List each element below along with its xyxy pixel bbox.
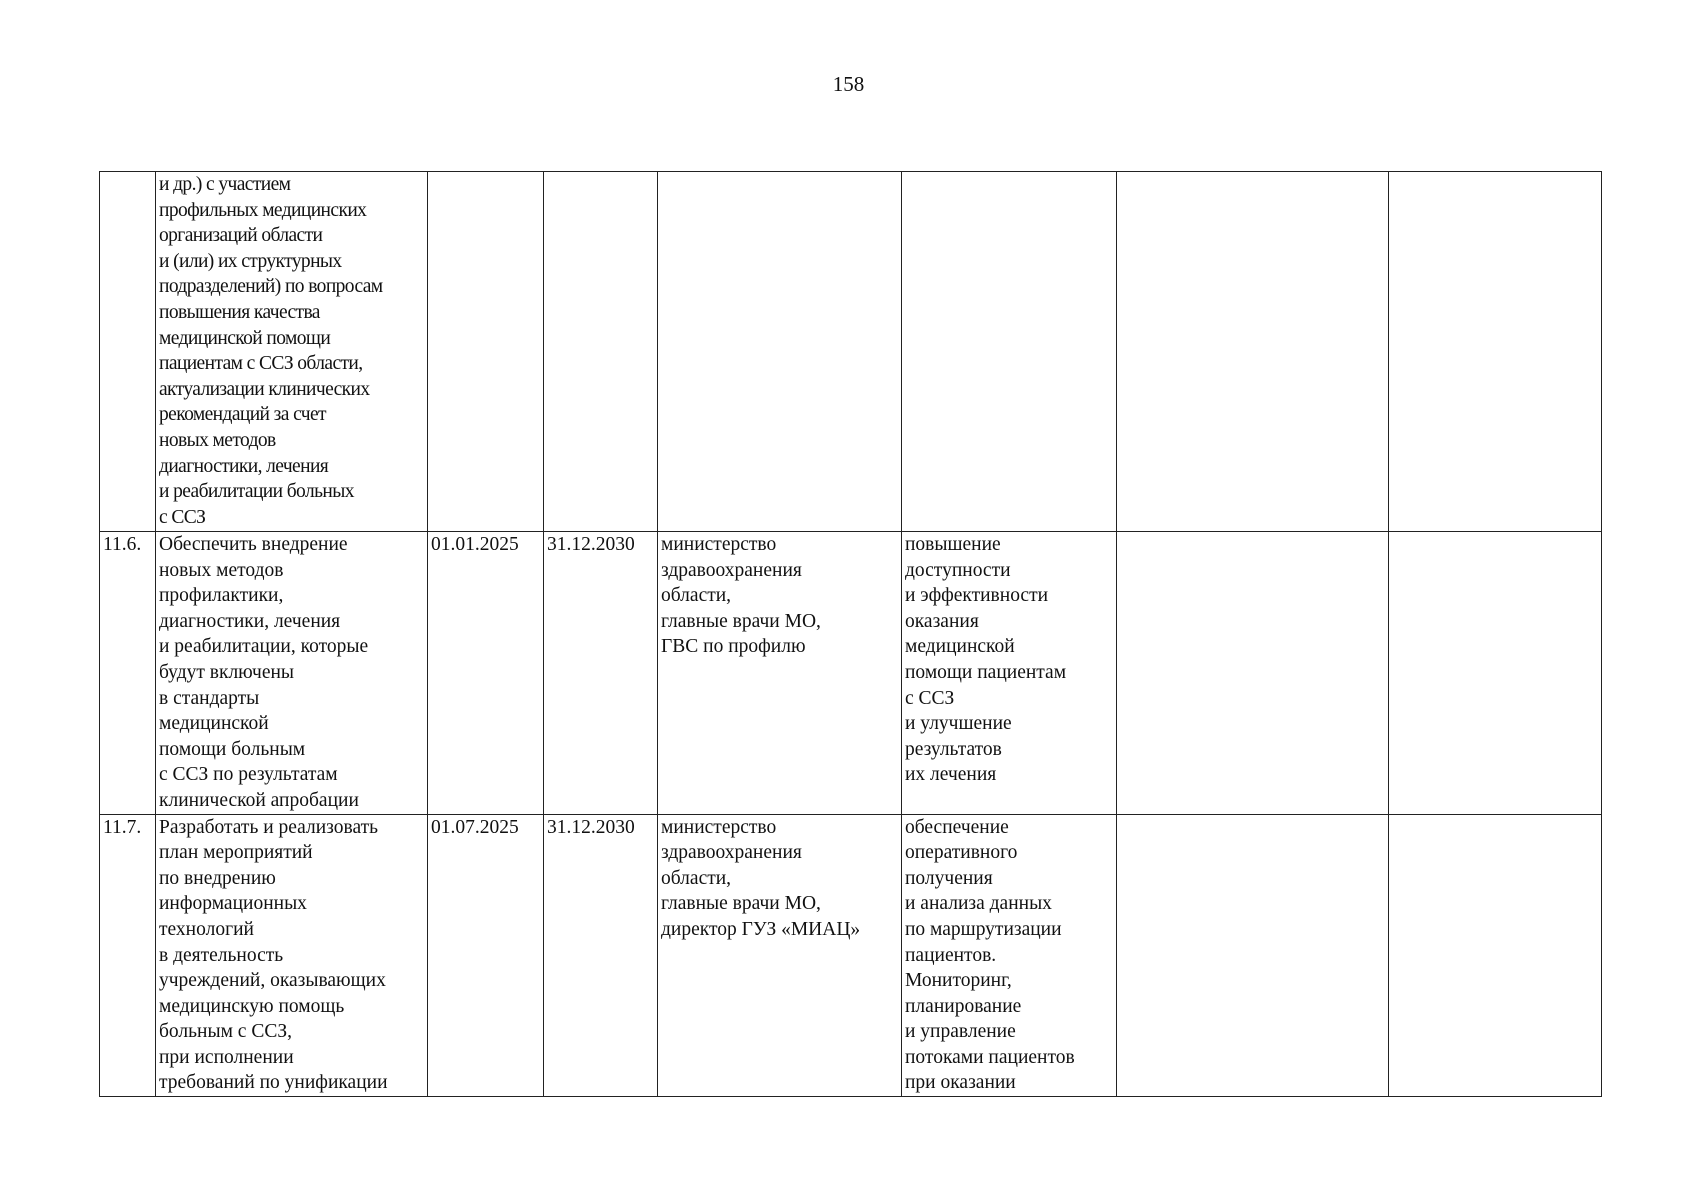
start-date-cell: 01.07.2025	[428, 814, 544, 1097]
description-line: план мероприятий	[159, 842, 313, 864]
description-line: и др.) с участием	[159, 174, 291, 195]
result-line: помощи пациентам	[905, 661, 1067, 683]
result-line: и управление	[905, 1021, 1016, 1043]
description-cell	[156, 172, 428, 532]
responsible-line: министерство	[661, 534, 777, 555]
table-row	[100, 814, 1602, 1097]
responsible-line: области,	[661, 867, 732, 889]
description-line: и реабилитации больных	[159, 481, 354, 503]
result-line: по маршрутизации	[905, 918, 1062, 940]
description-line: диагностики, лечения	[159, 610, 341, 632]
end-date-cell	[544, 172, 658, 532]
description-line: организаций области	[159, 225, 323, 247]
result-line: и эффективности	[905, 585, 1049, 607]
responsible-line: министерство	[661, 816, 777, 838]
result-line: их лечения	[905, 764, 997, 786]
description-line: актуализации клинических	[159, 378, 370, 400]
responsible-line: главные врачи МО,	[661, 610, 821, 632]
result-line: медицинской	[905, 636, 1015, 658]
description-line: и реабилитации, которые	[159, 636, 369, 658]
result-cell	[902, 814, 1117, 1097]
responsible-line: директор ГУЗ «МИАЦ»	[661, 918, 861, 940]
item-number-cell: 11.6.	[100, 532, 156, 815]
result-line: потоками пациентов	[905, 1046, 1075, 1068]
empty-cell	[1117, 172, 1389, 532]
result-cell	[902, 532, 1117, 815]
description-line: и (или) их структурных	[159, 250, 342, 272]
result-line: результатов	[905, 738, 1002, 760]
responsible-line: здравоохранения	[661, 842, 802, 864]
responsible-line: главные врачи МО,	[661, 893, 821, 915]
description-line: в стандарты	[159, 687, 260, 709]
description-line: пациентам с ССЗ области,	[159, 353, 363, 375]
table-row	[100, 172, 1602, 532]
description-line: медицинскую помощь	[159, 995, 345, 1017]
description-line: диагностики, лечения	[159, 455, 329, 477]
start-date-cell	[428, 172, 544, 532]
table-row	[100, 532, 1602, 815]
description-line: клинической апробации	[159, 789, 359, 811]
description-line: информационных	[159, 893, 307, 915]
item-number-cell: 11.7.	[100, 814, 156, 1097]
responsible-line: здравоохранения	[661, 559, 802, 581]
description-line: новых методов	[159, 559, 284, 581]
description-line: с ССЗ	[159, 506, 206, 528]
description-line: медицинской помощи	[159, 327, 331, 349]
description-cell	[156, 532, 428, 815]
responsible-cell	[658, 172, 902, 532]
result-line: обеспечение	[905, 816, 1009, 838]
description-line: учреждений, оказывающих	[159, 970, 386, 992]
description-line: при исполнении	[159, 1046, 294, 1068]
responsible-cell	[658, 814, 902, 1097]
description-line: профильных медицинских	[159, 199, 367, 221]
description-line: по внедрению	[159, 867, 276, 889]
result-line: и анализа данных	[905, 893, 1052, 915]
result-cell	[902, 172, 1117, 532]
description-line: технологий	[159, 918, 254, 940]
empty-cell	[1389, 172, 1602, 532]
responsible-line: ГВС по профилю	[661, 636, 806, 658]
result-line: оказания	[905, 610, 979, 632]
responsible-line: области,	[661, 585, 732, 607]
description-line: в деятельность	[159, 944, 284, 966]
start-date-cell: 01.01.2025	[428, 532, 544, 815]
description-line: новых методов	[159, 429, 276, 451]
description-line: помощи больным	[159, 738, 306, 760]
description-line: профилактики,	[159, 585, 284, 607]
result-line: пациентов.	[905, 944, 997, 966]
page-number: 158	[832, 72, 865, 96]
item-number-cell	[100, 172, 156, 532]
description-cell	[156, 814, 428, 1097]
result-line: повышение	[905, 534, 1001, 555]
description-line: Обеспечить внедрение	[159, 534, 348, 555]
empty-cell	[1117, 532, 1389, 815]
result-line: при оказании	[905, 1072, 1016, 1094]
description-line: с ССЗ по результатам	[159, 764, 338, 786]
description-line: рекомендаций за счет	[159, 404, 326, 426]
result-line: Мониторинг,	[905, 970, 1012, 992]
end-date-cell: 31.12.2030	[544, 532, 658, 815]
result-line: и улучшение	[905, 713, 1012, 735]
description-line: повышения качества	[159, 301, 320, 323]
empty-cell	[1117, 814, 1389, 1097]
empty-cell	[1389, 532, 1602, 815]
description-line: подразделений) по вопросам	[159, 276, 383, 298]
description-line: требований по унификации	[159, 1072, 388, 1094]
activities-table	[99, 171, 1602, 1097]
end-date-cell: 31.12.2030	[544, 814, 658, 1097]
empty-cell	[1389, 814, 1602, 1097]
result-line: с ССЗ	[905, 687, 955, 709]
description-line: будут включены	[159, 661, 295, 683]
description-line: Разработать и реализовать	[159, 816, 379, 838]
responsible-cell	[658, 532, 902, 815]
result-line: получения	[905, 867, 993, 889]
result-line: оперативного	[905, 842, 1018, 864]
description-line: больным с ССЗ,	[159, 1021, 292, 1043]
result-line: планирование	[905, 995, 1022, 1017]
description-line: медицинской	[159, 713, 269, 735]
result-line: доступности	[905, 559, 1011, 581]
